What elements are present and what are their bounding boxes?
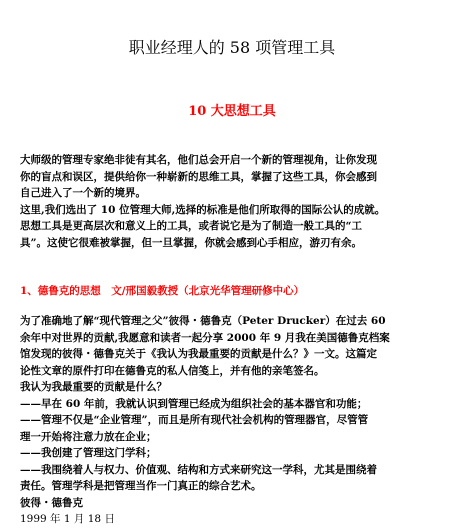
body-line: 论性文章的原件打印在德鲁克的私人信笺上，并有他的亲笔签名。 xyxy=(20,364,325,377)
body-line: 理一开始将注意力放在企业； xyxy=(20,430,157,443)
intro-line: 你的盲点和误区，提供给你一种崭新的思维工具，掌握了这些工具，你会感到 xyxy=(20,170,377,183)
intro-line: 这里,我们选出了 10 位管理大师,选择的标准是他们所取得的国际公认的成就。 xyxy=(20,203,386,216)
body-line: 我认为我最重要的贡献是什么？ xyxy=(20,381,167,393)
intro-line: 自己进入了一个新的境界。 xyxy=(20,187,146,199)
body-line: ——管理不仅是“企业管理”，而且是所有现代社会机构的管理器官，尽管管 xyxy=(20,414,369,426)
body-line: ——我创建了管理这门学科； xyxy=(20,447,157,459)
document-subtitle: 10 大思想工具 xyxy=(188,104,276,119)
body-line: 馆发现的彼得・德鲁克关于《我认为我最重要的贡献是什么？》一文。这篇定 xyxy=(20,348,377,360)
body-line: 责任。管理学科是把管理当作一门真正的综合艺术。 xyxy=(20,480,262,492)
body-line: ——我围绕着人与权力、价值观、结构和方式来研究这一学科，尤其是围绕着 xyxy=(20,463,377,476)
section-body xyxy=(20,313,448,528)
intro-paragraph xyxy=(20,152,448,251)
intro-line: 具”。这使它很难被掌握，但一旦掌握，你就会感到心手相应，游刃有余。 xyxy=(20,236,363,249)
intro-line: 思想工具是更高层次和意义上的工具，或者说它是为了制造一般工具的“工 xyxy=(20,220,363,232)
body-line: ——早在 60 年前，我就认识到管理已经成为组织社会的基本器官和功能； xyxy=(20,397,368,410)
document-title: 职业经理人的 58 项管理工具 xyxy=(128,38,336,57)
signature-name: 彼得・德鲁克 xyxy=(20,496,83,509)
signature-date: 1999 年 1 月 18 日 xyxy=(20,513,115,525)
intro-line: 大师级的管理专家绝非徒有其名，他们总会开启一个新的管理视角，让你发现 xyxy=(20,154,377,166)
section-heading: 1、德鲁克的思想 文/邢国毅教授（北京光华管理研修中心） xyxy=(20,285,305,297)
body-line: 余年中对世界的贡献,我愿意和读者一起分享 2000 年 9 月我在美国德鲁克档案 xyxy=(20,331,390,344)
body-line: 为了准确地了解“现代管理之父”彼得・德鲁克（Peter Drucker）在过去 60 xyxy=(20,315,386,327)
